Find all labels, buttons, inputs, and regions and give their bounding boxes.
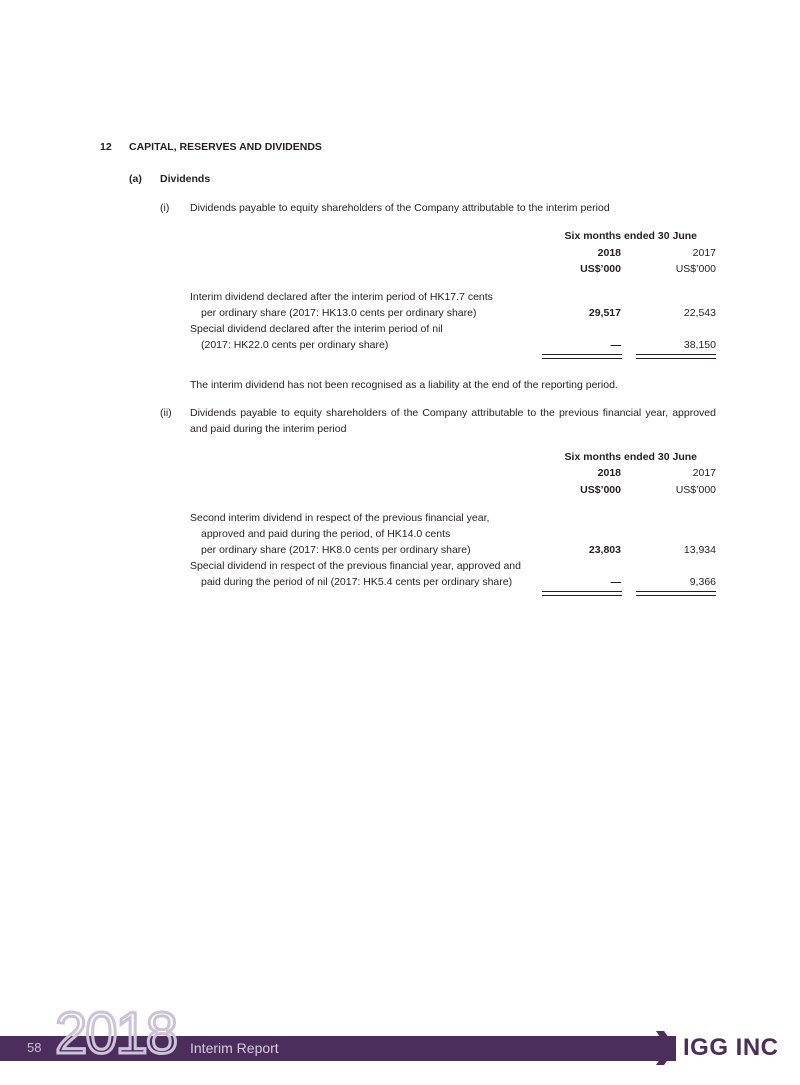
part-i-col-2017: 2017 [692,247,716,259]
part-ii-row1-2017: 13,934 [683,544,716,556]
part-ii-heading-line1: Dividends payable to equity shareholders of the Company attributable to the previous financial year, approved [190,407,716,419]
subsection-label: (a) [129,173,142,185]
subsection-title: Dividends [160,173,211,185]
part-i-row1-2017: 22,543 [683,307,716,319]
part-ii-heading-line2: and paid during the interim period [190,423,347,435]
part-i-row1-2018: 29,517 [588,307,621,319]
brand-logo: IGG INC [683,1034,779,1061]
part-i-col-2018: 2018 [597,247,621,259]
part-i-row1-line1: Interim dividend declared after the interim period of HK17.7 cents [190,291,493,303]
part-ii-col-2017: 2017 [692,467,716,479]
part-i-row2-2017: 38,150 [683,339,716,351]
part-i-row1-line2: per ordinary share (2017: HK13.0 cents per ordinary share) [201,307,477,319]
section-title: CAPITAL, RESERVES AND DIVIDENDS [129,141,322,153]
part-ii-label: (ii) [160,407,172,419]
part-i-row2-line2: (2017: HK22.0 cents per ordinary share) [201,339,389,351]
chevron-right-icon [656,1031,682,1065]
part-i-heading: Dividends payable to equity shareholders of the Company attributable to the interim period [190,202,610,214]
footer-year: 2018 [55,1001,177,1066]
part-ii-total-rule-2017 [636,591,716,596]
part-i-total-rule-2017 [636,354,716,359]
part-ii-row1-line2: approved and paid during the period, of HK14.0 cents [201,528,451,540]
part-ii-row1-line3: per ordinary share (2017: HK8.0 cents per ordinary share) [201,544,471,556]
part-ii-col-2018: 2018 [597,467,621,479]
part-ii-row2-2017: 9,366 [689,576,716,588]
part-ii-unit-2017: US$’000 [675,484,716,496]
part-ii-row1-2018: 23,803 [588,544,621,556]
footer-year-logo [55,1001,177,1066]
section-number: 12 [100,141,112,153]
part-ii-row2-2018: — [610,576,621,588]
part-ii-row2-line1: Special dividend in respect of the previous financial year, approved and [190,560,521,572]
part-i-row2-line1: Special dividend declared after the interim period of nil [190,323,443,335]
page-number: 58 [27,1040,42,1055]
part-i-label: (i) [160,202,170,214]
part-ii-row2-line2: paid during the period of nil (2017: HK5.4 cents per ordinary share) [201,576,513,588]
footer-report-label: Interim Report [190,1040,279,1056]
part-ii-unit-2018: US$’000 [580,484,621,496]
part-i-unit-2018: US$’000 [580,263,621,275]
part-ii-col-group: Six months ended 30 June [564,451,697,463]
part-i-note: The interim dividend has not been recognised as a liability at the end of the reporting period. [190,379,618,391]
part-i-total-rule-2018 [542,354,622,359]
part-ii-total-rule-2018 [542,591,622,596]
part-i-unit-2017: US$’000 [675,263,716,275]
part-i-col-group: Six months ended 30 June [564,230,697,242]
part-ii-row1-line1: Second interim dividend in respect of the previous financial year, [190,512,490,524]
part-i-row2-2018: — [610,339,621,351]
